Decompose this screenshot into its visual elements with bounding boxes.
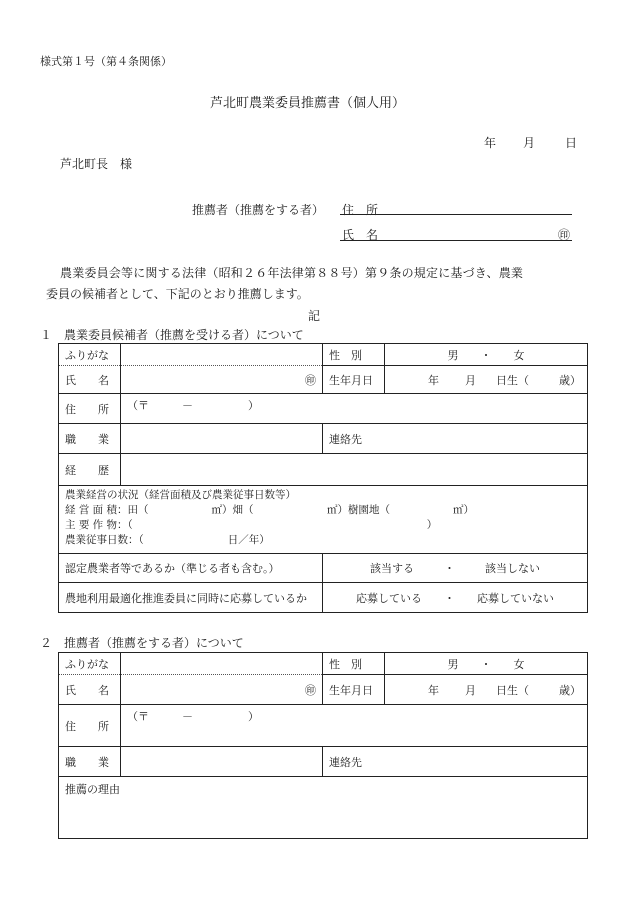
recommender-address-line[interactable]: [340, 214, 572, 215]
dot-separator: ・: [444, 562, 455, 575]
address-input[interactable]: [121, 705, 588, 747]
name-label: 氏 名: [59, 366, 121, 394]
sex-choice[interactable]: [385, 653, 588, 675]
occupation-input[interactable]: [121, 424, 323, 454]
sex-choice[interactable]: [385, 344, 588, 366]
male-option[interactable]: 男: [447, 657, 459, 671]
promotion-no-option[interactable]: 応募していない: [477, 591, 554, 605]
certified-question: 認定農業者等であるか（準じる者も含む。）: [59, 554, 323, 583]
body-text-line2: 委員の候補者として、下記のとおり推薦します。: [46, 287, 309, 301]
farm-status-heading: 農業経営の状況（経営面積及び農業従事日数等）: [65, 489, 296, 501]
date-month-label: 月: [523, 136, 536, 150]
work-days-line: 農業従事日数：（ 日／年）: [65, 534, 270, 546]
form-number: 様式第１号（第４条関係）: [40, 55, 172, 68]
contact-field[interactable]: [323, 424, 588, 454]
occupation-label: 職 業: [59, 747, 121, 777]
postal-code-label: （〒 － ）: [127, 710, 259, 723]
career-input[interactable]: [121, 454, 588, 486]
birth-label: 生年月日: [323, 366, 385, 394]
promotion-yes-option[interactable]: 応募している: [356, 591, 422, 605]
birth-input[interactable]: [385, 366, 588, 394]
female-option[interactable]: 女: [513, 348, 525, 362]
recommender-label: 推薦者（推薦をする者）: [192, 203, 325, 217]
address-label: 住 所: [59, 394, 121, 424]
name-input[interactable]: [121, 675, 323, 705]
furigana-input[interactable]: [121, 344, 323, 366]
contact-field[interactable]: [323, 747, 588, 777]
addressee: 芦北町長 様: [60, 157, 133, 171]
birth-year-label: 年: [428, 683, 439, 697]
name-label: 氏 名: [59, 675, 121, 705]
candidate-table: [58, 343, 588, 613]
recommender-address-label: 住 所: [342, 203, 379, 217]
reason-field[interactable]: [59, 777, 588, 839]
date-year-label: 年: [484, 136, 497, 150]
recommender-name-label: 氏 名: [342, 228, 379, 242]
recommender-table: [58, 652, 588, 839]
postal-code-label: （〒 － ）: [127, 399, 259, 412]
recommender-table-seal: ㊞: [305, 683, 316, 697]
furigana-label: ふりがな: [59, 653, 121, 675]
birth-day-label: 日生（: [496, 373, 529, 387]
certified-no-option[interactable]: 該当しない: [485, 562, 540, 575]
birth-month-label: 月: [465, 373, 476, 387]
candidate-seal: ㊞: [305, 373, 316, 387]
recommender-seal: ㊞: [558, 228, 571, 242]
sex-label: 性 別: [323, 653, 385, 675]
birth-age-label: 歳）: [559, 683, 581, 697]
female-option[interactable]: 女: [513, 657, 525, 671]
date-day-label: 日: [565, 136, 578, 150]
occupation-input[interactable]: [121, 747, 323, 777]
section2-heading: ２ 推薦者（推薦をする者）について: [40, 636, 244, 650]
birth-label: 生年月日: [323, 675, 385, 705]
address-label: 住 所: [59, 705, 121, 747]
dot-separator: ・: [444, 591, 455, 605]
name-input[interactable]: [121, 366, 323, 394]
birth-year-label: 年: [428, 373, 439, 387]
recommender-name-line[interactable]: [340, 240, 572, 241]
dot-separator: ・: [480, 348, 492, 362]
section1-heading: １ 農業委員候補者（推薦を受ける者）について: [40, 328, 304, 342]
birth-month-label: 月: [465, 683, 476, 697]
contact-label: 連絡先: [329, 755, 362, 769]
dot-separator: ・: [480, 657, 492, 671]
farm-status-block[interactable]: [59, 486, 588, 554]
promotion-question: 農地利用最適化推進委員に同時に応募しているか: [59, 583, 323, 613]
sex-label: 性 別: [323, 344, 385, 366]
ki-label: 記: [308, 309, 321, 323]
certified-choice[interactable]: [323, 554, 588, 583]
certified-yes-option[interactable]: 該当する: [370, 562, 414, 575]
document-title: 芦北町農業委員推薦書（個人用）: [210, 96, 406, 111]
body-text-line1: 農業委員会等に関する法律（昭和２６年法律第８８号）第９条の規定に基づき、農業: [60, 266, 524, 280]
male-option[interactable]: 男: [447, 348, 459, 362]
occupation-label: 職 業: [59, 424, 121, 454]
main-crops-line: 主 要 作 物：（ ）: [65, 519, 438, 531]
address-input[interactable]: [121, 394, 588, 424]
career-label: 経 歴: [59, 454, 121, 486]
reason-label: 推薦の理由: [65, 783, 120, 796]
furigana-input[interactable]: [121, 653, 323, 675]
birth-input[interactable]: [385, 675, 588, 705]
birth-age-label: 歳）: [559, 373, 581, 387]
birth-day-label: 日生（: [496, 683, 529, 697]
furigana-label: ふりがな: [59, 344, 121, 366]
promotion-choice[interactable]: [323, 583, 588, 613]
farm-area-line: 経 営 面 積：田（ ㎡）畑（ ㎡）樹園地（ ㎡）: [65, 504, 475, 516]
contact-label: 連絡先: [329, 432, 362, 446]
